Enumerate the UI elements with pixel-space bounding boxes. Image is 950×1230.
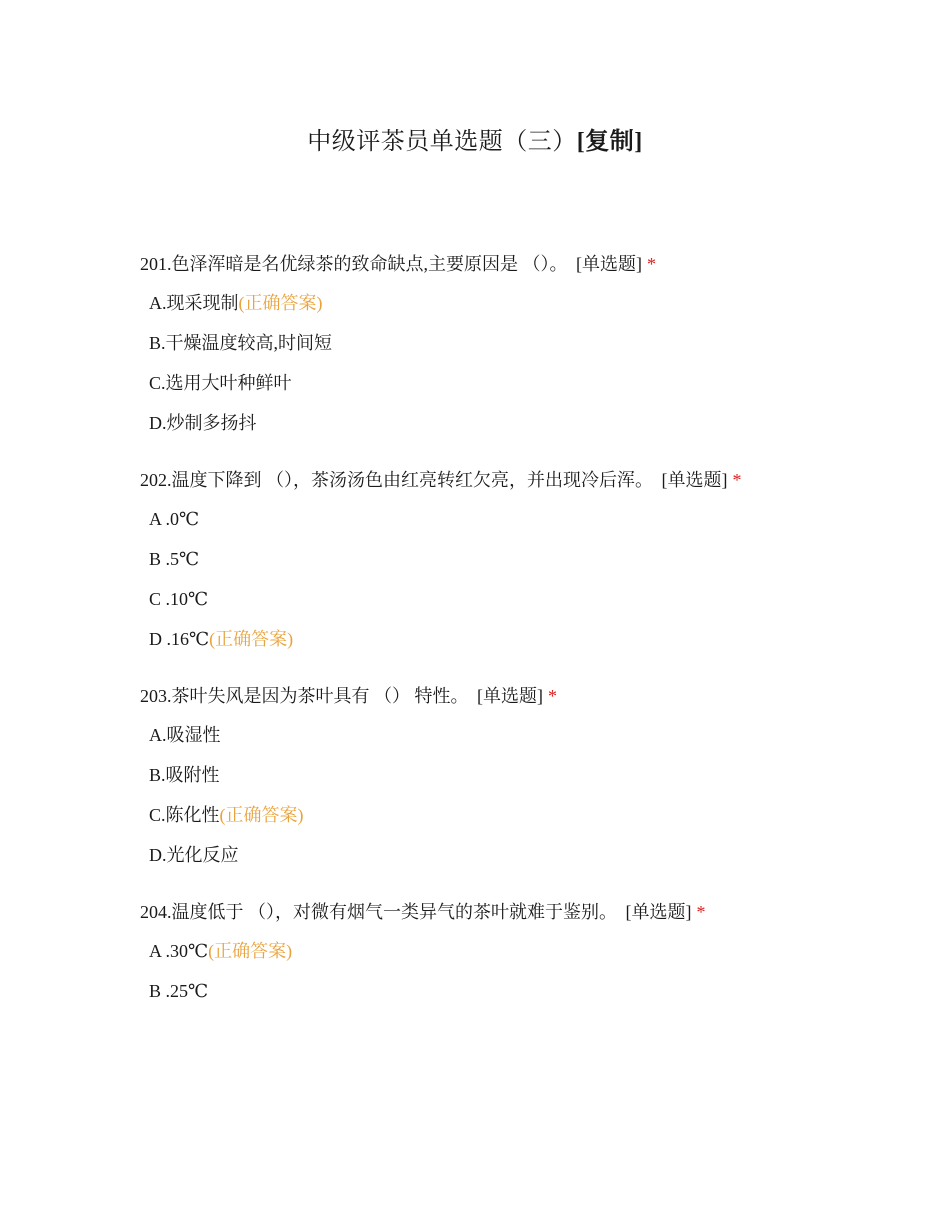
option-text: A.现采现制	[149, 293, 239, 313]
option-d	[149, 409, 920, 437]
option-a	[149, 505, 920, 533]
correct-answer-tag: (正确答案)	[209, 629, 294, 649]
question-type-tag: [单选题]	[576, 254, 642, 274]
option-c	[149, 369, 920, 397]
option-b	[149, 977, 920, 1005]
title-main: 中级评茶员单选题（三）	[307, 129, 577, 156]
required-mark: *	[696, 902, 706, 922]
option-text: A .30℃	[149, 941, 209, 961]
option-d	[149, 625, 920, 653]
option-c	[149, 585, 920, 613]
option-text: C .10℃	[149, 589, 209, 609]
option-text: A .0℃	[149, 509, 200, 529]
option-text: D .16℃	[149, 629, 210, 649]
option-text: D.光化反应	[149, 845, 239, 865]
question-stem	[140, 682, 920, 710]
option-b	[149, 761, 920, 789]
question-202	[140, 466, 920, 653]
question-type-tag: [单选题]	[661, 470, 728, 490]
option-list	[140, 289, 920, 437]
option-text: B .5℃	[149, 549, 200, 569]
option-text: B.干燥温度较高,时间短	[149, 333, 333, 353]
question-201	[140, 250, 920, 437]
option-text: B .25℃	[149, 981, 209, 1001]
required-mark: *	[732, 470, 742, 490]
question-stem	[140, 466, 920, 494]
question-list	[140, 250, 920, 1034]
question-stem	[140, 250, 920, 278]
question-text: 203.茶叶失风是因为茶叶具有 （） 特性。	[140, 686, 469, 706]
correct-answer-tag: (正确答案)	[238, 293, 323, 313]
option-b	[149, 545, 920, 573]
option-a	[149, 289, 920, 317]
document-title	[0, 124, 950, 160]
required-mark: *	[647, 254, 656, 274]
required-mark: *	[548, 686, 557, 706]
option-a	[149, 937, 920, 965]
question-204	[140, 898, 920, 1005]
option-text: C.陈化性	[149, 805, 220, 825]
question-text: 201.色泽浑暗是名优绿茶的致命缺点,主要原因是 （）。	[140, 254, 568, 274]
option-d	[149, 841, 920, 869]
question-stem	[140, 898, 920, 926]
option-text: D.炒制多扬抖	[149, 413, 257, 433]
option-a	[149, 721, 920, 749]
option-list	[140, 937, 920, 1005]
option-text: B.吸附性	[149, 765, 220, 785]
option-b	[149, 329, 920, 357]
copy-tag: [复制]	[576, 129, 643, 156]
question-text: 204.温度低于 （），对微有烟气一类异气的茶叶就难于鉴别。	[140, 902, 617, 922]
option-text: A.吸湿性	[149, 725, 221, 745]
correct-answer-tag: (正确答案)	[208, 941, 293, 961]
option-text: C.选用大叶种鲜叶	[149, 373, 292, 393]
question-type-tag: [单选题]	[477, 686, 543, 706]
option-list	[140, 721, 920, 869]
correct-answer-tag: (正确答案)	[219, 805, 304, 825]
question-203	[140, 682, 920, 869]
option-list	[140, 505, 920, 653]
option-c	[149, 801, 920, 829]
question-type-tag: [单选题]	[625, 902, 692, 922]
question-text: 202.温度下降到 （），茶汤汤色由红亮转红欠亮，并出现冷后浑。	[140, 470, 653, 490]
